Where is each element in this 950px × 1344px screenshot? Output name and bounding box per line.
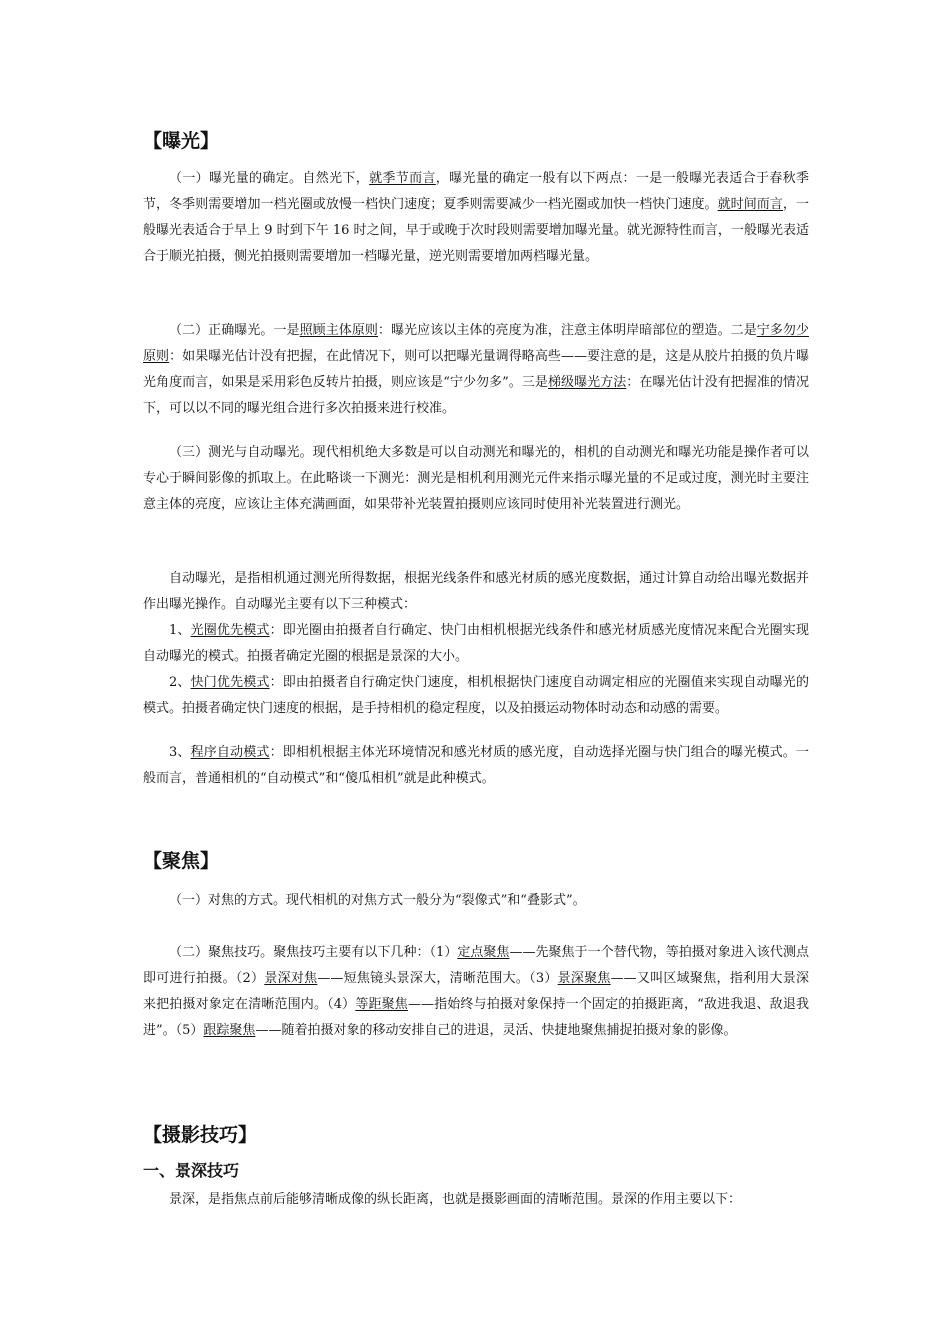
underlined-term: 光圈优先模式	[190, 623, 270, 638]
underlined-term: 照顾主体原则	[299, 323, 378, 338]
technique-heading: 【摄影技巧】	[143, 1124, 258, 1146]
underlined-term: 梯级曝光方法	[547, 375, 627, 390]
exposure-paragraph-1: （一）曝光量的确定。自然光下，就季节而言，曝光量的确定一般有以下两点：一是一般曝光表适合于春秋季节，冬季则需要增加一档光圈或放慢一档快门速度；夏季则需要减少一档光圈或加快一档快门速度。就时间而言，一般曝光表适合于早上 9 时到下午 16 时之间，早于或晚于次时段则需要增加曝光量。就光源特性而言，一般曝光表适合于顺光拍摄，侧光拍摄则需要增加一档曝光量，逆光则需要增加两档曝光量。	[143, 171, 809, 264]
underlined-term: 宁多勿少原则	[143, 323, 809, 364]
underlined-term: 等距聚焦	[355, 997, 408, 1012]
underlined-term: 景深聚焦	[557, 971, 611, 986]
exposure-mode-1: 1、光圈优先模式：即光圈由拍摄者自行确定、快门由相机根据光线条件和感光材质感光度情况来配合光圈实现自动曝光的模式。拍摄者确定光圈的根据是景深的大小。	[143, 623, 809, 664]
underlined-term: 定点聚焦	[457, 945, 510, 960]
focus-paragraph-2: （二）聚焦技巧。聚焦技巧主要有以下几种：（1）定点聚焦——先聚焦于一个替代物，等拍摄对象进入该代测点即可进行拍摄。（2）景深对焦——短焦镜头景深大，清晰范围大。（3）景深聚焦——又叫区域聚焦，指利用大景深来把拍摄对象定在清晰范围内。（4）等距聚焦——指始终与拍摄对象保持一个固定的拍摄距离，“敌进我退、敌退我进”。（5）跟踪聚焦——随着拍摄对象的移动安排自己的进退，灵活、快捷地聚焦捕捉拍摄对象的影像。	[143, 945, 809, 1038]
underlined-term: 就季节而言	[369, 171, 436, 186]
focus-paragraph-1: （一）对焦的方式。现代相机的对焦方式一般分为“裂像式”和“叠影式”。	[169, 893, 586, 908]
exposure-mode-2: 2、快门优先模式：即由拍摄者自行确定快门速度，相机根据快门速度自动调定相应的光圈值来实现自动曝光的模式。拍摄者确定快门速度的根据，是手持相机的稳定程度，以及拍摄运动物体时动态和动感的需要。	[143, 675, 809, 716]
underlined-term: 程序自动模式	[190, 745, 270, 760]
underlined-term: 快门优先模式	[190, 675, 270, 690]
technique-paragraph-1: 景深，是指焦点前后能够清晰成像的纵长距离，也就是摄影画面的清晰范围。景深的作用主要以下：	[169, 1192, 742, 1207]
depth-of-field-subheading: 一、景深技巧	[143, 1161, 240, 1180]
exposure-mode-3: 3、程序自动模式：即相机根据主体光环境情况和感光材质的感光度，自动选择光圈与快门组合的曝光模式。一般而言，普通相机的“自动模式”和“傻瓜相机”就是此种模式。	[143, 745, 809, 786]
exposure-heading: 【曝光】	[143, 130, 220, 152]
exposure-paragraph-2: （二）正确曝光。一是照顾主体原则：曝光应该以主体的亮度为准，注意主体明岸暗部位的塑造。二是宁多勿少原则：如果曝光估计没有把握，在此情况下，则可以把曝光量调得略高些——要注意的是，这是从胶片拍摄的负片曝光角度而言，如果是采用彩色反转片拍摄，则应该是“宁少勿多”。三是梯级曝光方法：在曝光估计没有把握准的情况下，可以以不同的曝光组合进行多次拍摄来进行校准。	[143, 323, 809, 416]
underlined-term: 跟踪聚焦	[203, 1023, 256, 1038]
underlined-term: 就时间而言	[717, 197, 783, 212]
underlined-term: 景深对焦	[264, 971, 318, 986]
exposure-paragraph-3: （三）测光与自动曝光。现代相机绝大多数是可以自动测光和曝光的，相机的自动测光和曝光功能是操作者可以专心于瞬间影像的抓取上。在此略谈一下测光：测光是相机利用测光元件来指示曝光量的不足或过度，测光时主要注意主体的亮度，应该让主体充满画面，如果带补光装置拍摄则应该同时使用补光装置进行测光。	[143, 445, 809, 512]
focus-heading: 【聚焦】	[143, 850, 220, 872]
exposure-paragraph-4: 自动曝光，是指相机通过测光所得数据，根据光线条件和感光材质的感光度数据，通过计算自动给出曝光数据并作出曝光操作。自动曝光主要有以下三种模式：	[143, 571, 809, 612]
